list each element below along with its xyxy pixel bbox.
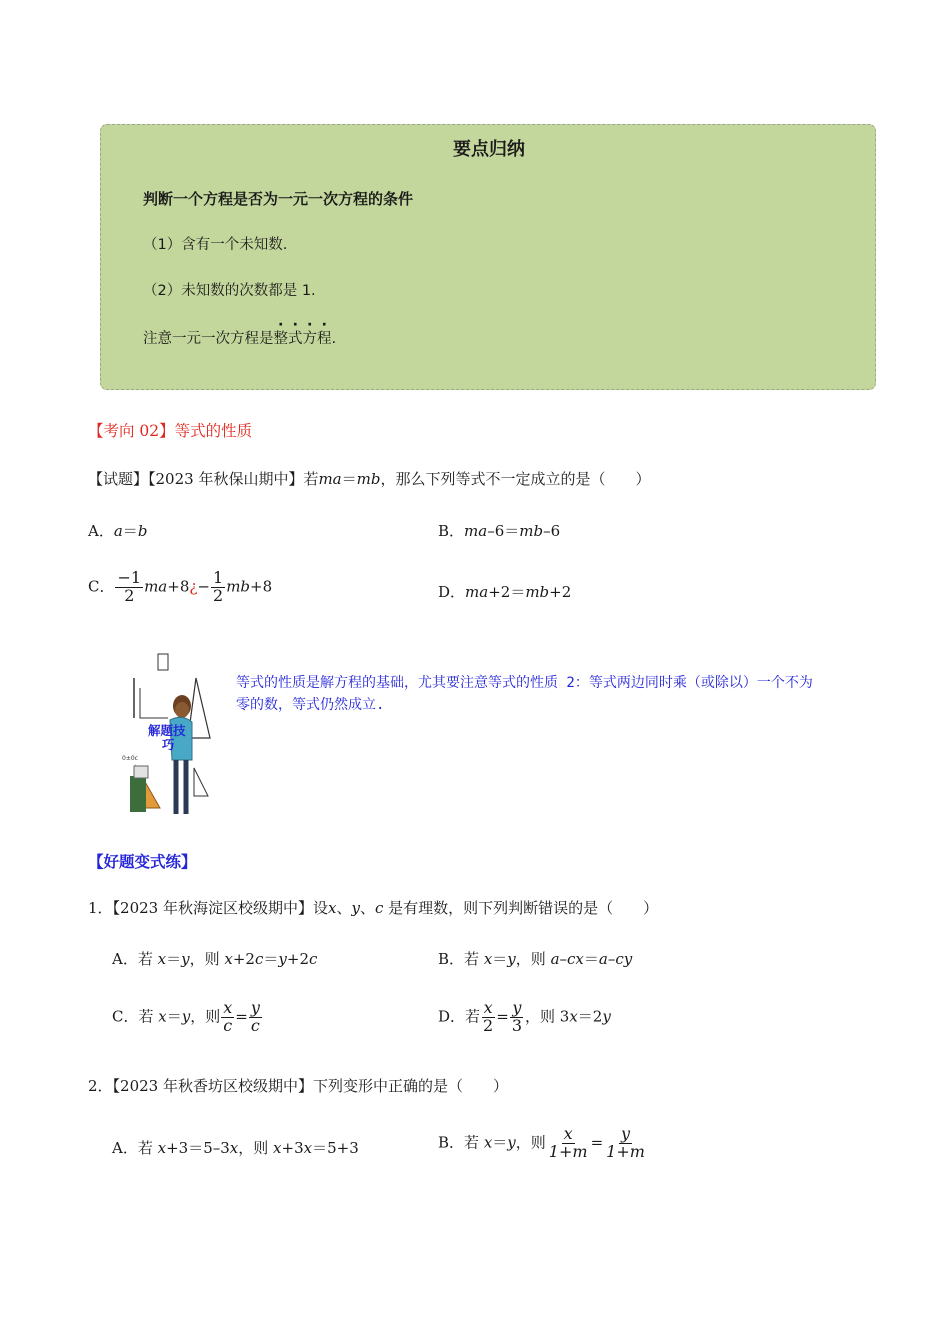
practice-q1-stem — [88, 897, 658, 918]
option-text: 若 — [137, 1139, 158, 1157]
svg-text:0±0c: 0±0c — [122, 755, 138, 762]
var: x — [157, 950, 167, 968]
option-c-minus: − — [197, 577, 210, 596]
option-c-plus8: +8 — [167, 577, 190, 596]
option-c-label: C． — [88, 577, 115, 596]
option-a-label: A． — [88, 522, 114, 540]
option-c-mb: mb — [226, 577, 251, 596]
fraction-denominator: 2 — [483, 1015, 494, 1035]
option-d-ma: ma — [465, 583, 489, 601]
option-b-label: B． — [438, 522, 465, 540]
fraction-numerator: y — [512, 998, 522, 1017]
var: x — [273, 1139, 282, 1157]
eq: ＝ — [583, 950, 599, 968]
var: a — [550, 950, 560, 968]
op: +3 — [281, 1139, 304, 1157]
var: c — [309, 950, 318, 968]
option-b[interactable] — [438, 520, 560, 541]
q1-sep: 、 — [359, 899, 375, 917]
option-text: ，则 — [190, 1007, 221, 1026]
fraction-numerator: y — [621, 1124, 631, 1143]
option-d-mb: mb — [525, 583, 550, 601]
option-text: 若 — [465, 1007, 481, 1026]
summary-note — [143, 327, 336, 348]
q1-var-y: y — [351, 899, 360, 917]
note-emphasis-1: 整 — [273, 331, 288, 347]
eq: ＝ — [492, 1133, 508, 1152]
var: y — [602, 1007, 611, 1026]
fraction-numerator: 1 — [213, 568, 224, 587]
question-cond-b: mb — [356, 470, 381, 488]
q1-prefix: 【2023 年秋海淀区校级期中】设 — [112, 899, 328, 917]
tip-text: 等式的性质是解方程的基础，尤其要注意等式的性质 2：等式两边同时乘（或除以）一个不为零的数，等式仍然成立. — [236, 675, 813, 713]
fraction-denominator: 3 — [511, 1015, 522, 1035]
fraction — [510, 1000, 524, 1035]
option-label: B． — [438, 950, 465, 968]
fraction-numerator: x — [223, 998, 233, 1017]
question-suffix: ，那么下列等式不一定成立的是（ ） — [380, 470, 651, 488]
var: x — [229, 1139, 239, 1157]
option-text: ，则 — [515, 1133, 546, 1152]
summary-item-2: （2）未知数的次数都是 1. — [143, 283, 316, 299]
option-b-ma: ma — [464, 522, 488, 540]
q1-number: 1． — [88, 899, 113, 917]
fraction — [481, 1000, 495, 1035]
option-d-label: D． — [438, 583, 466, 601]
fraction-denominator: c — [250, 1015, 260, 1035]
option-c-fraction-1 — [115, 570, 143, 605]
option-c[interactable] — [88, 570, 272, 605]
var: x — [157, 1139, 167, 1157]
question-stem — [88, 468, 650, 489]
var: a — [598, 950, 608, 968]
option-text: 若 — [137, 950, 158, 968]
note-emphasis-3: 方 — [302, 331, 317, 347]
option-label: D． — [438, 1007, 466, 1026]
note-suffix: . — [331, 331, 337, 347]
fraction-denominator: 1+m — [548, 1141, 588, 1161]
tip-illustration — [118, 648, 218, 818]
q2-number: 2． — [88, 1077, 113, 1095]
var: y — [507, 1133, 516, 1152]
fraction-numerator: x — [483, 998, 493, 1017]
note-emphasis-4: 程 — [317, 331, 332, 347]
option-b-end: –6 — [543, 522, 561, 540]
summary-title: 要点归纳 — [453, 139, 525, 160]
option-b-mb: mb — [519, 522, 544, 540]
option-c-ma: ma — [144, 577, 168, 596]
option-a-eq: ＝ — [122, 522, 138, 540]
eq: ＝ — [492, 950, 508, 968]
option-label: B． — [438, 1133, 465, 1152]
q1-suffix: 是有理数，则下列判断错误的是（ ） — [383, 899, 659, 917]
practice-label: 【好题变式练】 — [88, 852, 197, 871]
option-text: ，则 — [515, 950, 551, 968]
option-c-fraction-2 — [211, 570, 225, 605]
option-a-var-a: a — [113, 522, 123, 540]
q1-option-d[interactable] — [438, 1000, 611, 1035]
op: +2 — [286, 950, 309, 968]
eq: ＝ — [166, 950, 182, 968]
option-label: A． — [112, 1139, 138, 1157]
op: +3＝5–3 — [166, 1139, 230, 1157]
summary-item-1: （1）含有一个未知数. — [143, 237, 288, 253]
option-a[interactable] — [88, 520, 147, 541]
fraction-denominator: c — [223, 1015, 233, 1035]
practice-q2-stem — [88, 1075, 508, 1096]
option-text: ，则 — [238, 1139, 274, 1157]
eq: = — [590, 1133, 604, 1152]
fraction — [221, 1000, 234, 1035]
fraction-denominator: 1+m — [606, 1141, 645, 1161]
op: ＝5+3 — [312, 1139, 359, 1157]
note-prefix: 注意一元一次方程是 — [143, 331, 274, 347]
option-d-mid: +2＝ — [488, 583, 526, 601]
q1-option-b[interactable] — [438, 948, 632, 969]
option-d-end: +2 — [549, 583, 572, 601]
tip-badge-line-2: 巧 — [162, 737, 175, 752]
q1-var-c: c — [374, 899, 384, 917]
var: x — [569, 1007, 578, 1026]
option-d[interactable] — [438, 581, 571, 602]
note-emphasis-2: 式 — [288, 331, 303, 347]
option-text: ，则 3 — [525, 1007, 570, 1026]
option-c-plus8b: +8 — [250, 577, 273, 596]
q1-option-c[interactable] — [112, 1000, 263, 1035]
var: y — [181, 950, 190, 968]
var: cy — [615, 950, 633, 968]
eq: ＝2 — [577, 1007, 603, 1026]
tip-badge — [148, 724, 186, 752]
fraction — [604, 1126, 647, 1161]
option-text: ，则 — [189, 950, 225, 968]
var: cx — [567, 950, 584, 968]
fraction — [249, 1000, 262, 1035]
q1-sep: 、 — [336, 899, 352, 917]
fraction-numerator: −1 — [117, 568, 142, 587]
eq: = — [235, 1007, 248, 1026]
option-b-mid: –6＝ — [487, 522, 520, 540]
question-cond-a: ma — [318, 470, 342, 488]
var: y — [507, 950, 516, 968]
option-label: C． — [112, 1007, 139, 1026]
option-label: A． — [112, 950, 138, 968]
option-a-var-b: b — [137, 522, 148, 540]
q1-option-a[interactable] — [112, 948, 317, 969]
eq: ＝ — [166, 1007, 182, 1026]
var: y — [278, 950, 287, 968]
question-eq: ＝ — [341, 470, 357, 488]
op: +2 — [232, 950, 255, 968]
q1-var-x: x — [328, 899, 337, 917]
fraction-numerator: x — [563, 1124, 573, 1143]
summary-box — [100, 124, 876, 390]
var: x — [224, 950, 233, 968]
var: x — [483, 950, 493, 968]
q2-text: 【2023 年秋香坊区校级期中】下列变形中正确的是（ ） — [112, 1077, 508, 1095]
option-text: 若 — [138, 1007, 159, 1026]
q2-option-b[interactable] — [438, 1126, 648, 1161]
var: c — [254, 950, 264, 968]
var: x — [303, 1139, 313, 1157]
var: y — [181, 1007, 191, 1026]
option-text: 若 — [464, 950, 484, 968]
option-c-glitch: ¿ — [189, 577, 198, 596]
q2-option-a[interactable] — [112, 1137, 359, 1158]
section-label: 【考向 02】等式的性质 — [88, 422, 253, 440]
fraction-numerator: y — [250, 998, 260, 1017]
summary-heading: 判断一个方程是否为一元一次方程的条件 — [143, 190, 414, 208]
op: – — [559, 950, 568, 968]
tip-badge-line-1: 解题技 — [148, 723, 186, 738]
var: x — [483, 1133, 493, 1152]
question-prefix: 【试题】【2023 年秋保山期中】若 — [88, 470, 319, 488]
eq: ＝ — [263, 950, 279, 968]
var: x — [158, 1007, 167, 1026]
op: – — [607, 950, 616, 968]
fraction-denominator: 2 — [124, 585, 135, 605]
fraction-denominator: 2 — [213, 585, 224, 605]
fraction — [547, 1126, 590, 1161]
eq: = — [496, 1007, 509, 1026]
option-text: 若 — [464, 1133, 484, 1152]
